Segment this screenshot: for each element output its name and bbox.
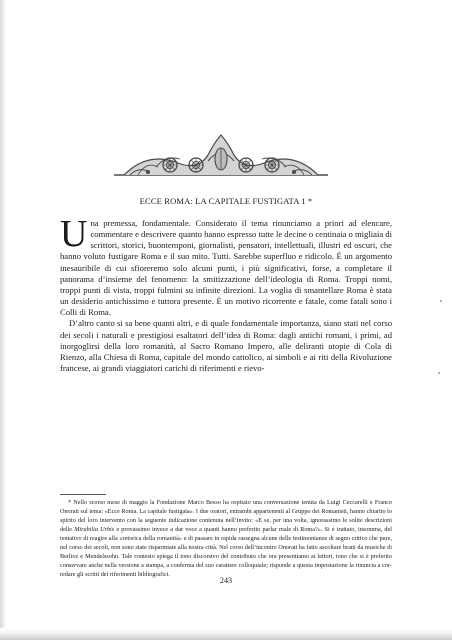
footnote-text-2: e provassimo invece a dar voce a quanti hanno preferito parlar male di Roma?». Si è trattato, insomma, del tentativo di reagire alla «retorica della romanità» e di passare in rapida rassegna alcune delle testimonianze di segno critico che pure, nel corso dei secoli, non sono state risparmiate alla nostra città. Nel corso dell’incontro Onorati ha fatto ascoltare brani da musiche di Berlioz e Mendelssohn. Tale contesto spiega il tono discorsivo del contributo che ora presentiamo ai lettori, tono che si è preferito conservare anche nella versione a stampa, a conferma del suo carattere colloquiale; risponde a questa impostazione la rinuncia a corredare gli scritti dei riferimenti bibliografici. [60,526,392,579]
footnote-text-1: * Nello scorso mese di maggio la Fondazione Marco Besso ha ospitato una conversazione tenuta da Luigi Ceccarelli e Franco Onorati sul tema: «Ecce Roma. La capitale fustigata». I due oratori, entrambi appartenenti al Gruppo dei Romanisti, hanno chiarito lo spirito del loro intervento con la seguente indicazione contenuta nell’invito: «E se, per una volta, ignorassimo le solite descrizioni delle [60,499,392,534]
article-body [60,213,392,374]
article-title: ECCE ROMA: LA CAPITALE FUSTIGATA 1 * [139,196,313,206]
footnote-separator [60,494,106,495]
footnote-emphasis: Mirabilia Urbis [74,526,115,534]
drop-cap: U [60,213,88,255]
paragraph-1 [60,213,392,318]
scan-speck [438,372,440,374]
scan-left-edge-shadow [0,0,6,640]
scan-bottom-edge-shadow [0,628,452,640]
paragraph-2: D’altro canto si sa bene quanti altri, e di quale fondamentale importanza, siano stati nel corso dei secoli i naturali e prestigiosi esaltatori dell’idea di Roma: dagli antichi romani, i primi, ad inorgoglirsi della loro romanità, al Sacro Romano Impero, alle deliranti utopie di Cola di Rienzo, alla Chiesa di Roma, capitale del mondo cattolico, ai simboli e ai riti della Rivoluzione francese, ai grandi viaggiatori carichi di riferimenti e rievo- [60,318,392,374]
decorative-headpiece-ornament [108,131,334,179]
page-number: 243 [219,576,233,585]
paragraph-1-text: na premessa, fondamentale. Considerato il tema rinunciamo a priori ad elencare, commentare e descrivere quanto hanno espresso tutte le decine o centinaia o migliaia di scrittori, storici, buontemponi, giornalisti, pensatori, intellettuali, illustri ed oscuri, che hanno voluto fustigare Roma e il suo mito. Tutti. Sarebbe superfluo e ridicolo. È un argomento inesauribile di cui sfioreremo solo alcuni punti, i più significativi, forse, a completare il panorama d’insieme del fenomeno: la smitizzazione dell’ideologia di Roma. Troppi nomi, troppi punti di vista, troppi fulmini su infinite direzioni. La voglia di smantellare Roma è stata un desiderio antichissimo e tuttora presente. È un motivo ricorrente e fatale, come fatali sono i Colli di Roma. [60,218,392,318]
footnote [60,498,392,579]
scan-speck [440,300,442,302]
